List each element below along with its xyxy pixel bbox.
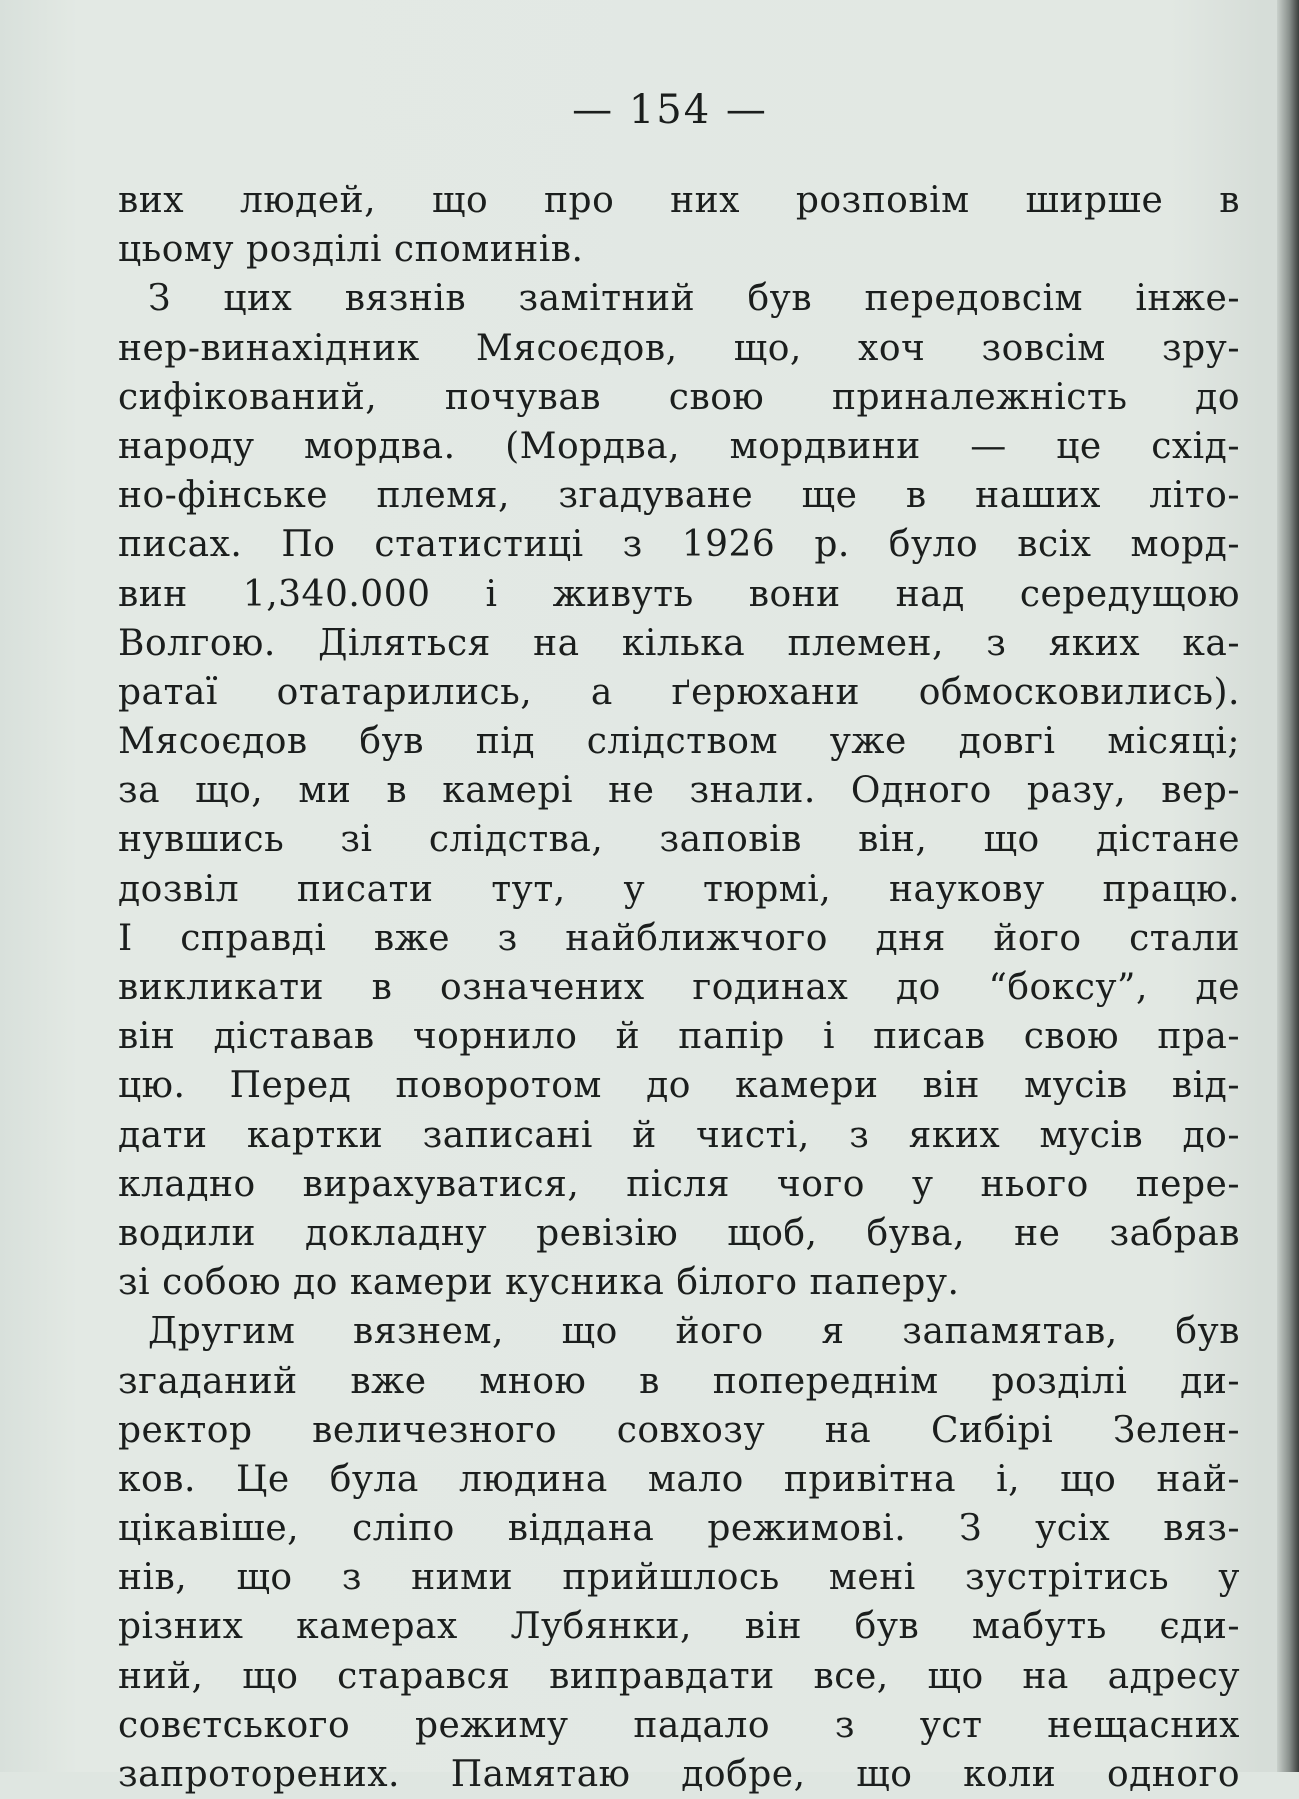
text-line: Другим вязнем, що його я запамятав, був [148, 1311, 1240, 1353]
text-line: зі собою до камери кусника білого паперу. [118, 1262, 960, 1304]
text-line: сифікований, почував свою приналежність до [118, 376, 1240, 418]
text-line: Мясоєдов був під слідством уже довгі місяці; [118, 721, 1240, 763]
page-number: — 154 — [572, 87, 768, 133]
text-line: нер-винахідник Мясоєдов, що, хоч зовсім зру- [118, 327, 1240, 369]
text-line: ратаї отатарились, а ґерюхани обмосковились). [118, 671, 1240, 713]
text-line: ректор величезного совхозу на Сибірі Зелен- [118, 1409, 1240, 1451]
text-line: дати картки записані й чисті, з яких мусів до- [118, 1114, 1240, 1156]
page-gutter-shadow [1277, 0, 1299, 1772]
text-line: згаданий вже мною в попереднім розділі ди- [118, 1360, 1240, 1402]
body-text [118, 176, 1240, 1799]
text-line: нів, що з ними прийшлось мені зустрітись у [118, 1557, 1240, 1599]
text-line: запроторених. Памятаю добре, що коли одного [118, 1754, 1240, 1795]
text-line: він діставав чорнило й папір і писав свою пра- [118, 1016, 1240, 1058]
text-line: ков. Це була людина мало привітна і, що най- [118, 1458, 1240, 1500]
text-line: водили докладну ревізію щоб, бува, не забрав [118, 1212, 1240, 1254]
text-line: дозвіл писати тут, у тюрмі, наукову працю. [118, 868, 1240, 910]
text-line: за що, ми в камері не знали. Одного разу, вер- [118, 770, 1240, 812]
text-line: Волгою. Діляться на кілька племен, з яких ка- [118, 622, 1240, 664]
text-line: вих людей, що про них розповім ширше в [118, 180, 1240, 221]
text-line: цікавіше, сліпо віддана режимові. З усіх вяз- [118, 1508, 1240, 1550]
text-line: но-фінське племя, згадуване ще в наших літо- [118, 475, 1240, 517]
text-line: викликати в означених годинах до “боксу”, де [118, 967, 1240, 1008]
text-line: вин 1,340.000 і живуть вони над середущою [118, 573, 1240, 615]
text-line: цю. Перед поворотом до камери він мусів від- [118, 1065, 1240, 1107]
text-line: народу мордва. (Мордва, мордвини — це схід- [118, 425, 1240, 467]
text-line: совєтського режиму падало з уст нещасних [118, 1704, 1240, 1746]
text-line: І справді вже з найближчого дня його стали [118, 917, 1240, 959]
text-line: кладно вирахуватися, після чого у нього пере- [118, 1163, 1240, 1205]
text-line: різних камерах Лубянки, він був мабуть єди- [118, 1606, 1240, 1648]
text-line: З цих вязнів замітний був передовсім інже- [148, 278, 1240, 320]
text-line: писах. По статистиці з 1926 р. було всіх морд- [118, 524, 1240, 566]
text-line: нувшись зі слідства, заповів він, що дістане [118, 819, 1240, 861]
text-line: цьому розділі споминів. [118, 229, 584, 271]
text-line: ний, що старався виправдати все, що на адресу [118, 1655, 1240, 1697]
